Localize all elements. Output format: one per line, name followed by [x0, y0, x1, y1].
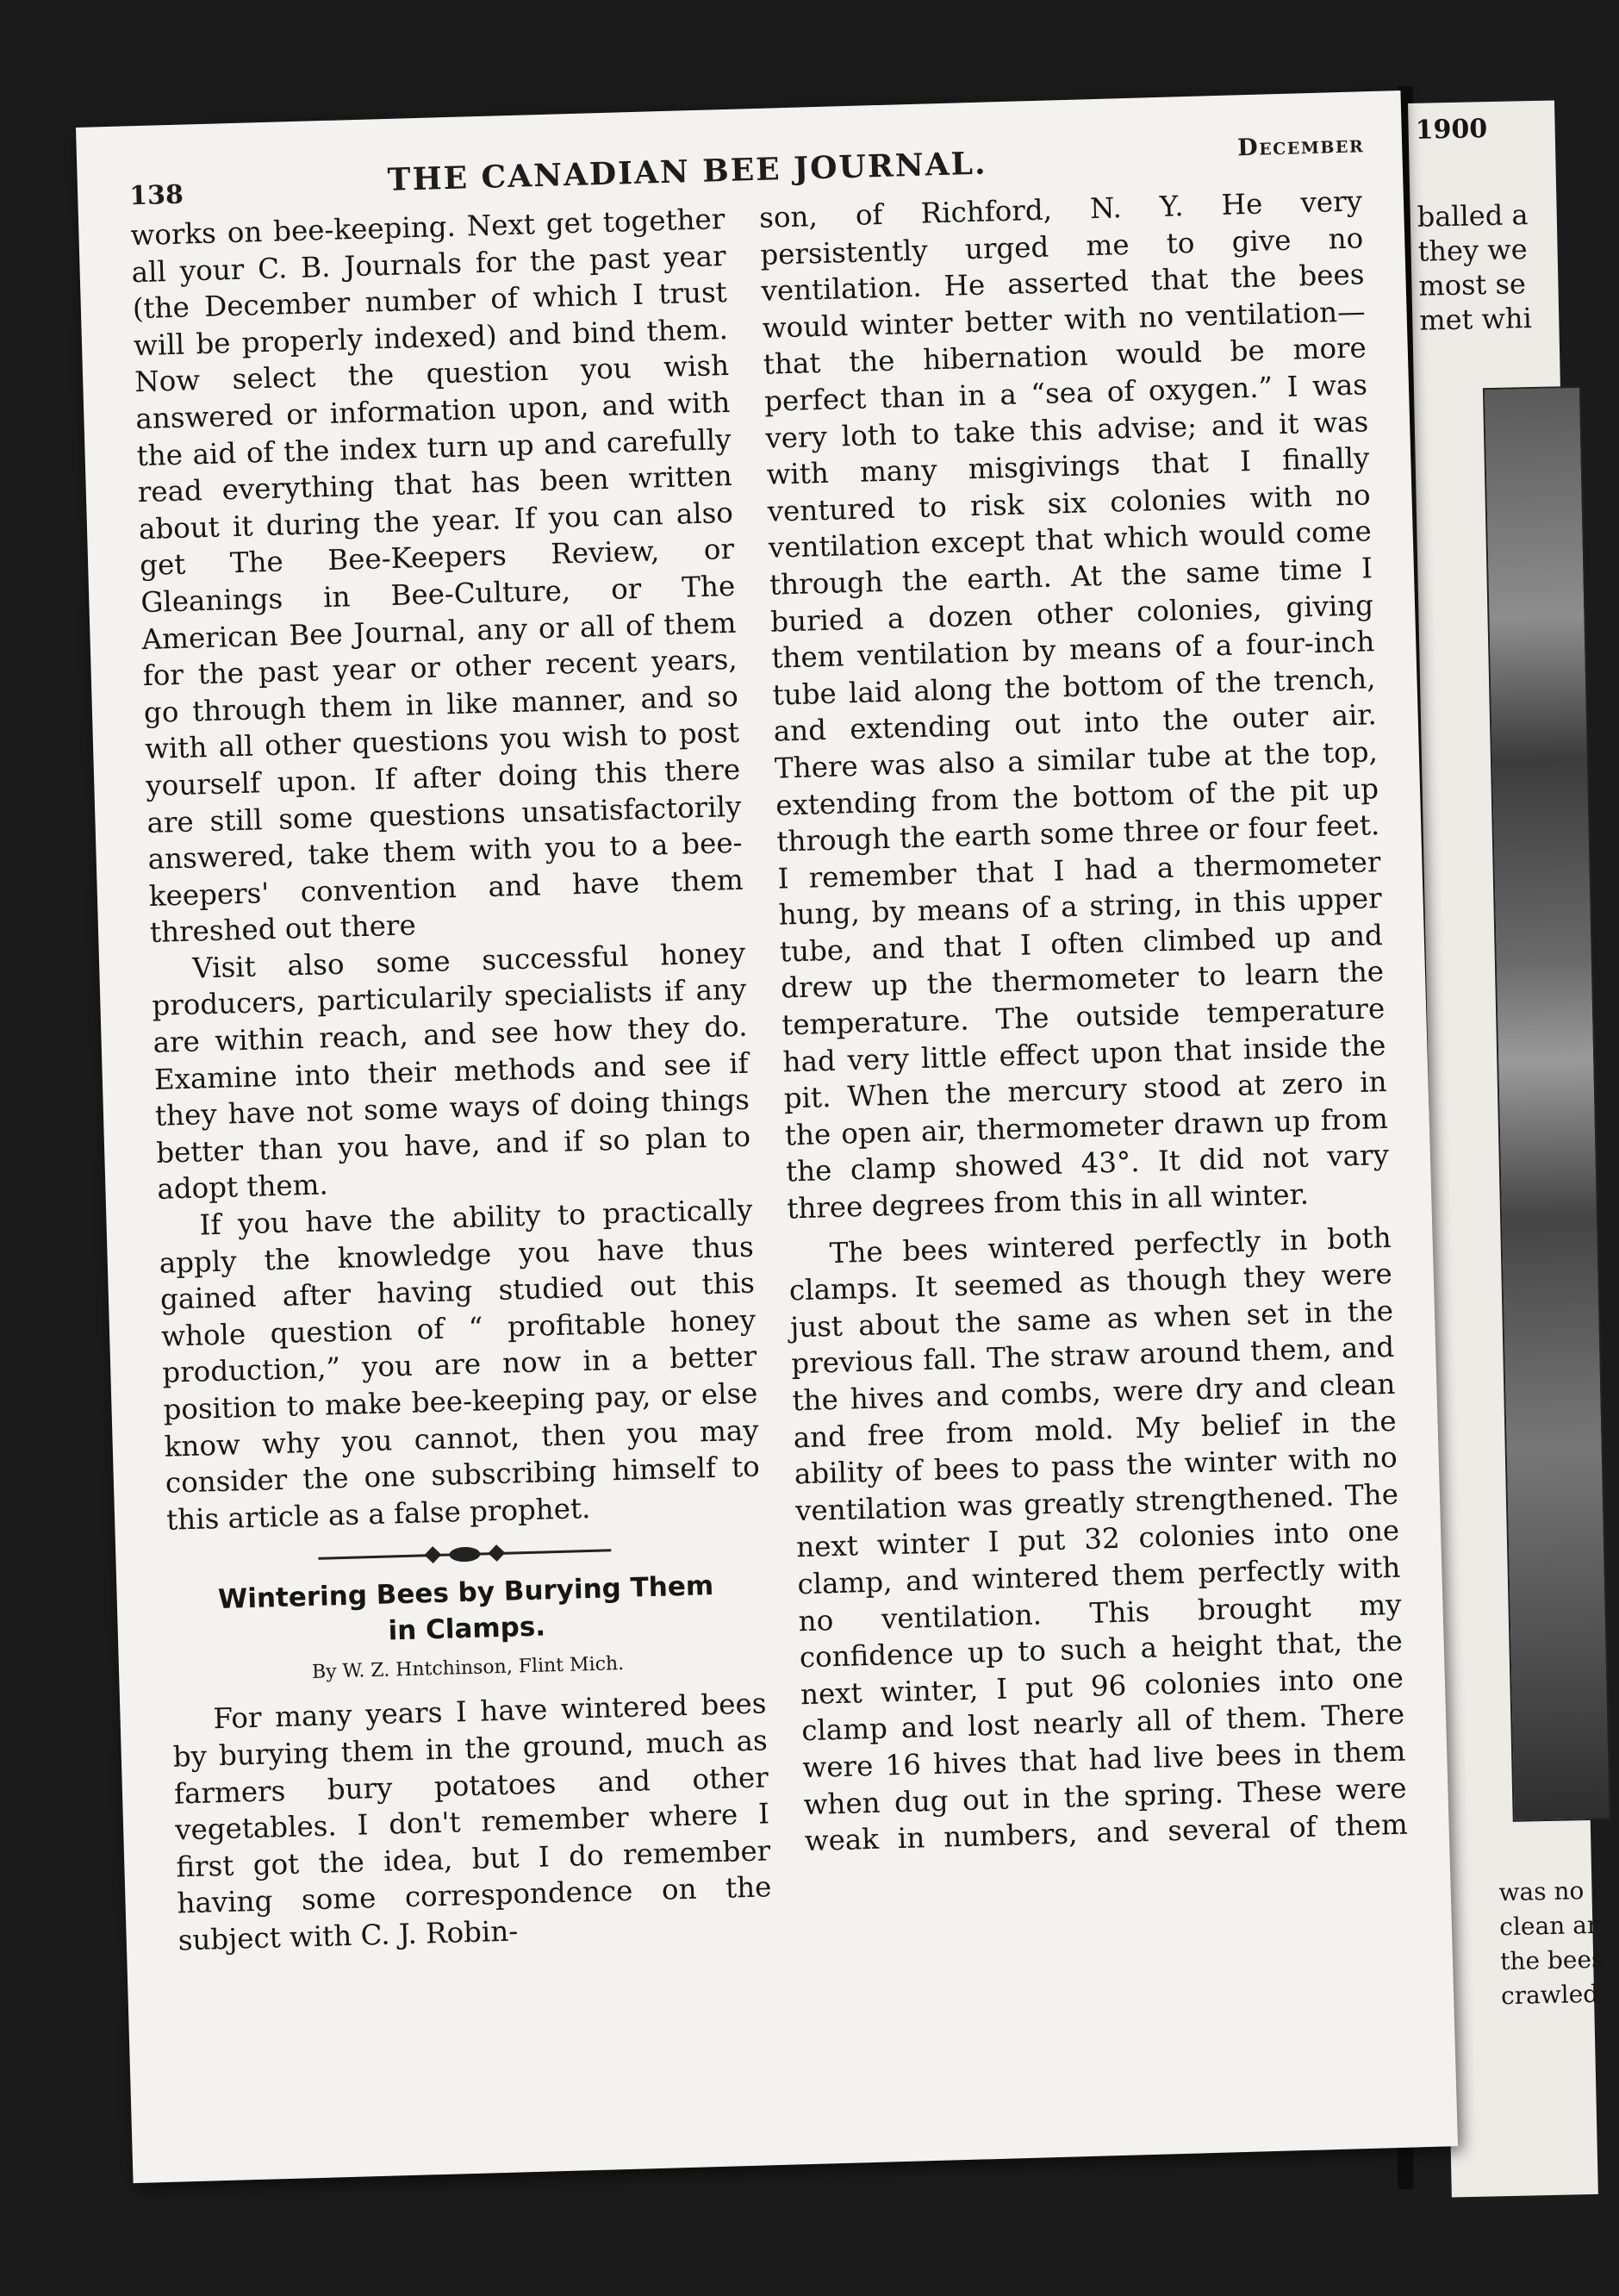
next-page-year: 1900: [1415, 114, 1488, 146]
section-divider: [318, 1542, 611, 1567]
next-page-line: most se: [1418, 267, 1527, 303]
page-number: 138: [128, 179, 184, 212]
next-page-photo: [1483, 386, 1611, 1822]
paragraph: Visit also some successful honey producers, particularily specialists if any are within reach, and see how they do. Examine into their methods and see if they have not some ways of doing things better than you have, and if so plan to adopt them.: [151, 936, 751, 1207]
left-column: [130, 201, 773, 1959]
journal-title: THE CANADIAN BEE JOURNAL.: [387, 145, 988, 198]
next-page-line: crawled: [1500, 1979, 1599, 2011]
next-page-line: the bees: [1499, 1944, 1604, 1976]
paragraph: son, of Richford, N. Y. He very persistently urged me to give no ventilation. He asserted that the bees would winter better with no ventilation—that the hibernation would be more perfect than in a “sea of oxygen.” I was very loth to take this advise; and it was with many misgivings that I finally ventured to risk six colonies with no ventilation except that which would come through the earth. At the same time I buried a dozen other colonies, giving them ventilation by means of a four-inch tube laid along the bottom of the trench, and extending out into the outer air. There was also a similar tube at the top, extending from the bottom of the pit up through the earth some three or four feet. I remember that I had a thermometer hung, by means of a string, in this upper tube, and that I often climbed up and drew up the thermometer to learn the temperature. The outside temperature had very little effect upon that inside the pit. When the mercury stood at zero in the open air, thermometer drawn up from the clamp showed 43°. It did not vary three degrees from this in all winter.: [758, 184, 1390, 1226]
next-page-line: clean ar: [1498, 1910, 1599, 1942]
right-column: [759, 183, 1409, 1860]
article-byline: By W. Z. Hntchinson, Flint Mich.: [311, 1653, 625, 1684]
article-title-line: Wintering Bees by Burying Them: [217, 1570, 714, 1616]
article-title: [168, 1567, 764, 1656]
paragraph: If you have the ability to practically apply the knowledge you have thus gained after having studied out this whole question of “ profitable honey production,” you are now in a better position to make bee-keeping pay, or else know why you cannot, then you may consider the one subscribing himself to this article as a false prophet.: [159, 1193, 761, 1537]
paragraph: works on bee-keeping. Next get together all your C. B. Journals for the past year (the December number of which I trust will be properly indexed) and bind them. Now select the question you wish answered or information upon, and with the aid of the index turn up and carefully read everything that has been written about it during the year. If you can also get The Bee-Keepers Review, or Gleanings in Bee-Culture, or The American Bee Journal, any or all of them for the past year or other recent years, go through them in like manner, and so with all other questions you wish to post yourself upon. If after doing this there are still some questions unsatisfactorily answered, take them with you to a bee-keepers' convention and have them threshed out there: [129, 203, 744, 950]
next-page-line: they we: [1417, 233, 1528, 268]
next-page-line: met whi: [1418, 302, 1533, 337]
next-page-line: balled a: [1417, 198, 1529, 234]
next-page-line: was no c: [1498, 1875, 1606, 1907]
journal-page: [76, 90, 1458, 2183]
paragraph: The bees wintered perfectly in both clamps. It seemed as though they were just about the same as when set in the previous fall. The straw around them, and the hives and combs, were dry and clean and free from mold. My belief in the ability of bees to pass the winter with no ventilation was greatly strengthened. The next winter I put 32 colonies into one clamp, and wintered them perfectly with no ventilation. This brought my confidence up to such a height that, the next winter, I put 96 colonies into one clamp and lost nearly all of them. There were 16 hives that had live bees in them when dug out in the spring. These were weak in numbers, and several of them: [788, 1220, 1409, 1858]
issue-month: December: [1236, 131, 1365, 162]
article-title-line: in Clamps.: [388, 1611, 546, 1647]
paragraph: For many years I have wintered bees by burying them in the ground, much as farmers bury potatoes and other vegetables. I don't remember where I first got the idea, but I do remember having some correspondence on the subject with C. J. Robin-: [172, 1687, 772, 1957]
